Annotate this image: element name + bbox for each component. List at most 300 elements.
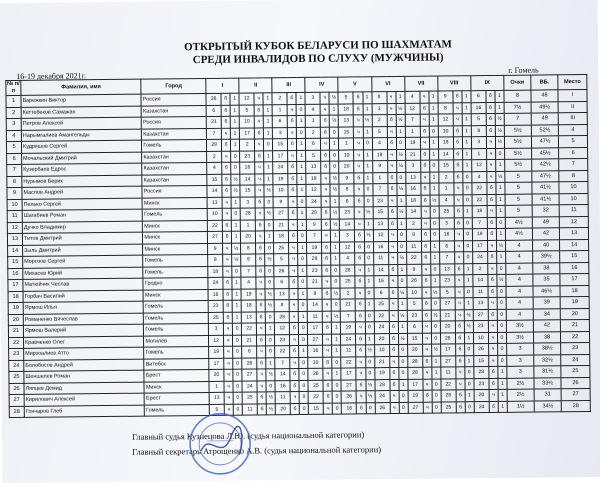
round-opponent: 19 [307,242,322,254]
col-header-round-2: II [239,78,272,93]
round-opponent: 5 [338,92,353,104]
player-team: Казахстан [141,105,206,117]
round-opponent: 25 [308,380,323,392]
round-score: 1 [231,139,240,151]
round-color: б [387,114,396,126]
round-color: б [421,195,430,207]
round-score: 0 [430,206,439,218]
round-score: 0 [332,299,341,311]
round-opponent: 1 [471,148,486,160]
round-color: ч [290,357,299,369]
round-opponent: 6 [374,287,389,299]
round-opponent: 27 [341,379,356,391]
round-color: б [455,321,464,333]
player-team: Гомель [143,208,208,220]
tiebreak-score: 49½ [531,101,558,113]
round-score: 1 [266,323,275,335]
round-color: б [420,160,429,172]
round-color: б [455,332,464,344]
round-score: 1 [365,333,374,345]
round-opponent: 28 [407,367,422,379]
round-score: 0 [463,171,472,183]
round-score: ½ [232,254,241,266]
round-color: б [257,403,266,415]
round-score: 1 [297,161,306,173]
col-header-round-8: VIII [437,76,470,91]
round-opponent: 1 [272,104,287,116]
final-place: 11 [559,204,588,216]
round-score: 1 [329,104,338,116]
round-color: б [357,402,366,414]
round-opponent: 4 [340,253,355,265]
round-score: 1 [397,264,406,276]
round-opponent: 18 [372,149,387,161]
round-score: 0 [330,161,339,173]
round-color: б [223,231,232,243]
round-score: 0 [429,126,438,138]
final-place: 20 [560,308,589,320]
round-opponent: 16 [406,183,421,195]
player-name: Матюйчик Чеслав [23,278,143,291]
round-score: ½ [431,287,440,299]
row-number: 15 [8,256,23,268]
round-score: 0 [431,298,440,310]
round-color: ч [256,231,265,243]
round-color: б [289,277,298,289]
round-opponent: 2 [406,218,421,230]
round-color: ч [355,207,364,219]
round-opponent: 27 [440,355,455,367]
round-opponent: 22 [207,220,222,232]
round-color: ч [355,218,364,230]
page-subtitle: СРЕДИ ИНВАЛИДОВ ПО СЛУХУ (МУЖЧИНЫ) [192,51,444,67]
total-points: 5½ [505,159,532,171]
round-color: ч [488,297,497,309]
round-opponent: 7 [241,265,256,277]
round-opponent: 8 [471,125,486,137]
round-opponent: 3 [405,160,420,172]
round-score: 0 [233,369,242,381]
player-team: Минск [144,381,209,393]
final-place: 25 [561,365,590,377]
tiebreak-score: 38½ [534,343,561,355]
col-header-points: Очки [504,75,531,90]
round-score: 1 [332,334,341,346]
round-score: 0 [265,219,274,231]
final-place: 12 [559,216,588,228]
round-color: ч [255,185,264,197]
round-color: ч [288,196,297,208]
round-color: ч [223,254,232,266]
round-color: ч [321,184,330,196]
round-score: ½ [232,243,241,255]
tiebreak-score: 41½ [532,193,559,205]
round-score: 0 [463,240,472,252]
round-score: 1 [398,298,407,310]
player-name: Мочальский Дмитрий [22,152,142,165]
round-score: 1 [297,173,306,185]
round-opponent: 2 [473,263,488,275]
round-score: 1 [232,312,241,324]
round-color: ч [420,137,429,149]
round-score: ½ [264,208,273,220]
round-color: б [455,355,464,367]
round-opponent: 6 [471,91,486,103]
round-opponent: 9 [241,254,256,266]
round-opponent: 17 [472,240,487,252]
round-score: 1 [330,138,339,150]
round-opponent: 11 [441,367,456,379]
round-score: ½ [331,219,340,231]
round-opponent: 10 [207,208,222,220]
round-opponent: 16 [373,241,388,253]
round-color: б [323,391,332,403]
round-score: 1 [498,389,507,401]
round-opponent: 1 [405,126,420,138]
round-opponent: 5 [407,298,422,310]
round-opponent: 16 [342,402,357,414]
round-color: ч [422,321,431,333]
round-score: 1 [266,357,275,369]
round-score: 1 [296,92,305,104]
player-team: Россия [142,116,207,128]
round-color: б [356,345,365,357]
round-color: б [488,286,497,298]
round-color: б [487,217,496,229]
round-color: б [422,310,431,322]
row-number: 20 [8,314,23,326]
round-score: 1 [264,173,273,185]
tiebreak-score: 47½ [531,136,558,148]
total-points: 2½ [507,378,534,390]
round-opponent: 5 [440,286,455,298]
round-score: 1 [332,368,341,380]
round-color: б [422,275,431,287]
round-opponent: 19 [374,368,389,380]
tiebreak-score: 40 [532,239,559,251]
round-score: ½ [496,240,505,252]
round-score: 0 [264,196,273,208]
round-color: б [420,149,429,161]
round-color: ч [421,218,430,230]
round-score: ½ [330,173,339,185]
row-number: 21 [8,325,23,337]
round-color: б [355,195,364,207]
round-opponent: 20 [241,231,256,243]
round-opponent: 1 [306,115,321,127]
round-opponent: 7 [307,230,322,242]
round-score: 1 [496,205,505,217]
col-header-round-1: I [206,78,239,93]
round-opponent: 25 [374,299,389,311]
round-opponent: 6 [339,195,354,207]
round-score: 1 [330,196,339,208]
round-opponent: 17 [308,322,323,334]
col-header-round-5: V [338,77,371,92]
round-color: б [355,253,364,265]
round-color: б [456,390,465,402]
round-opponent: 15 [438,160,453,172]
round-score: ½ [366,391,375,403]
round-color: ч [423,402,432,414]
row-number: 9 [7,187,22,199]
round-color: б [389,367,398,379]
round-opponent: 10 [473,332,488,344]
round-color: ч [357,391,366,403]
player-team: Минск [142,197,207,209]
round-color: б [486,113,495,125]
player-name: Нурымов Берик [22,175,142,188]
round-score: 1 [331,230,340,242]
round-score: 1 [462,114,471,126]
round-score: 0 [497,263,506,275]
round-color: ч [456,367,465,379]
round-color: б [355,241,364,253]
round-opponent: 13 [405,172,420,184]
round-opponent: 28 [374,379,389,391]
round-opponent: 19 [209,346,224,358]
round-opponent: 7 [206,128,221,140]
round-score: 0 [332,391,341,403]
player-team: Брест [144,369,209,381]
row-number: 8 [7,176,22,188]
player-name: Титов Дмитрий [22,232,142,245]
round-score: 0 [429,160,438,172]
player-name: Кравченко Олег [24,336,144,349]
round-opponent: 9 [307,219,322,231]
round-color: ч [354,161,363,173]
player-team: Гомель [144,346,209,358]
total-points: 1½ [507,401,534,413]
final-place: 27 [561,388,590,400]
round-score: ½ [397,252,406,264]
round-opponent: 19 [273,173,288,185]
round-score: ½ [365,379,374,391]
round-score: ½ [266,403,275,415]
player-name: Нарымгалиев Амангельды [21,129,141,142]
round-opponent: 7 [472,217,487,229]
round-score: 0 [495,148,504,160]
player-team: Гомель [144,312,209,324]
round-opponent: 28 [407,356,422,368]
round-score: 1 [363,103,372,115]
round-opponent: 10 [407,287,422,299]
col-header-round-9: IX [471,75,504,90]
player-team: Гродно [143,277,208,289]
round-score: 0 [364,287,373,299]
player-name: Варежкин Виктор [21,94,141,107]
round-score: ½ [464,309,473,321]
round-score: 1 [398,321,407,333]
round-score: 0 [299,380,308,392]
row-number: 1 [6,95,21,107]
round-opponent: 20 [440,321,455,333]
round-score: 0 [330,150,339,162]
round-score: 1 [429,172,438,184]
round-color: б [356,379,365,391]
round-score: ½ [396,149,405,161]
final-place: 13 [559,227,588,239]
round-color: ч [487,159,496,171]
round-opponent: 14 [240,173,255,185]
round-color: ч [388,229,397,241]
round-color: ч [288,127,297,139]
round-color: ч [455,275,464,287]
round-score: ½ [430,195,439,207]
round-color: б [488,309,497,321]
round-opponent: 13 [439,263,454,275]
round-color: ч [354,115,363,127]
round-score: 0 [497,297,506,309]
round-score: 1 [264,127,273,139]
player-team: Витебск [144,358,209,370]
tiebreak-score: 39 [533,297,560,309]
round-color: ч [489,355,498,367]
round-score: 1 [297,115,306,127]
round-score: 0 [333,403,342,415]
round-color: ч [421,264,430,276]
round-score: 0 [463,229,472,241]
round-score: 0 [365,368,374,380]
round-color: б [223,312,232,324]
round-color: ч [354,138,363,150]
round-color: ч [421,206,430,218]
round-color: б [322,253,331,265]
round-score: 0 [398,344,407,356]
round-score: 1 [299,311,308,323]
round-color: ч [387,103,396,115]
player-name: Кузербаев Едрос [22,163,142,176]
round-color: б [487,228,496,240]
round-opponent: 3 [273,127,288,139]
round-color: ч [486,148,495,160]
total-points: 5 [505,182,532,194]
round-color: б [322,219,331,231]
round-score: ½ [396,103,405,115]
round-score: ½ [364,207,373,219]
round-score: 0 [266,346,275,358]
round-color: ч [257,346,266,358]
round-color: ч [420,114,429,126]
round-color: б [256,254,265,266]
player-name: Ярмош Илья [23,301,143,314]
round-score: ½ [330,115,339,127]
round-color: б [323,322,332,334]
round-opponent: 21 [206,116,221,128]
round-color: ч [320,104,329,116]
round-color: б [287,93,296,105]
round-score: 1 [429,103,438,115]
round-color: б [222,174,231,186]
round-color: б [486,102,495,114]
player-name: Кудряшов Сергей [21,140,141,153]
round-color: б [453,137,462,149]
round-opponent: 22 [441,378,456,390]
round-score: 1 [396,126,405,138]
round-opponent: 28 [207,139,222,151]
round-color: ч [486,136,495,148]
round-score: 0 [465,378,474,390]
round-score: 1 [232,289,241,301]
col-header-place: Место [558,74,587,89]
round-color: ч [221,128,230,140]
round-color: ч [420,172,429,184]
round-color: ч [256,288,265,300]
round-opponent: 20 [307,207,322,219]
round-opponent: 8 [339,184,354,196]
round-color: ч [255,139,264,151]
round-opponent: 15 [407,333,422,345]
round-color: ч [323,345,332,357]
round-color: б [355,276,364,288]
round-score: 0 [233,346,242,358]
round-color: ч [224,358,233,370]
player-name: Гончаров Глеб [24,405,144,418]
player-name: Морозов Сергей [23,255,143,268]
round-opponent: 10 [273,185,288,197]
round-opponent: 18 [208,266,223,278]
round-color: б [290,369,299,381]
round-score: 1 [298,288,307,300]
round-opponent: 21 [440,309,455,321]
round-opponent: 1 [339,138,354,150]
round-color: б [356,299,365,311]
round-opponent: 9 [208,243,223,255]
round-color: ч [224,381,233,393]
round-color: б [389,287,398,299]
round-opponent: 18 [306,173,321,185]
round-color: б [255,150,264,162]
round-opponent: 15 [273,139,288,151]
round-color: б [420,103,429,115]
round-opponent: 24 [306,196,321,208]
round-color: б [387,137,396,149]
round-color: ч [354,126,363,138]
round-opponent: 3 [340,230,355,242]
round-score: 0 [365,356,374,368]
round-score: 0 [496,217,505,229]
round-opponent: 14 [207,185,222,197]
round-score: ½ [396,114,405,126]
round-color: ч [423,379,432,391]
tiebreak-score: 49 [532,216,559,228]
round-color: б [421,183,430,195]
round-color: ч [323,368,332,380]
round-score: 1 [399,379,408,391]
round-score: 0 [398,356,407,368]
round-color: ч [223,243,232,255]
round-score: 0 [464,344,473,356]
round-opponent: 16 [308,345,323,357]
final-place: 15 [560,250,589,262]
round-score: 1 [462,102,471,114]
final-place: 5 [558,135,587,147]
round-color: б [455,344,464,356]
final-place: 14 [560,239,589,251]
round-opponent: 22 [275,346,290,358]
round-color: ч [455,286,464,298]
round-color: ч [487,171,496,183]
player-name: Кеттебеков Самажан [21,106,141,119]
round-score: 1 [464,298,473,310]
round-score: 0 [497,309,506,321]
round-score: 0 [296,104,305,116]
round-score: 1 [230,105,239,117]
round-opponent: 25 [439,206,454,218]
round-score: 1 [464,355,473,367]
round-score: ½ [364,230,373,242]
round-opponent: 8 [406,229,421,241]
